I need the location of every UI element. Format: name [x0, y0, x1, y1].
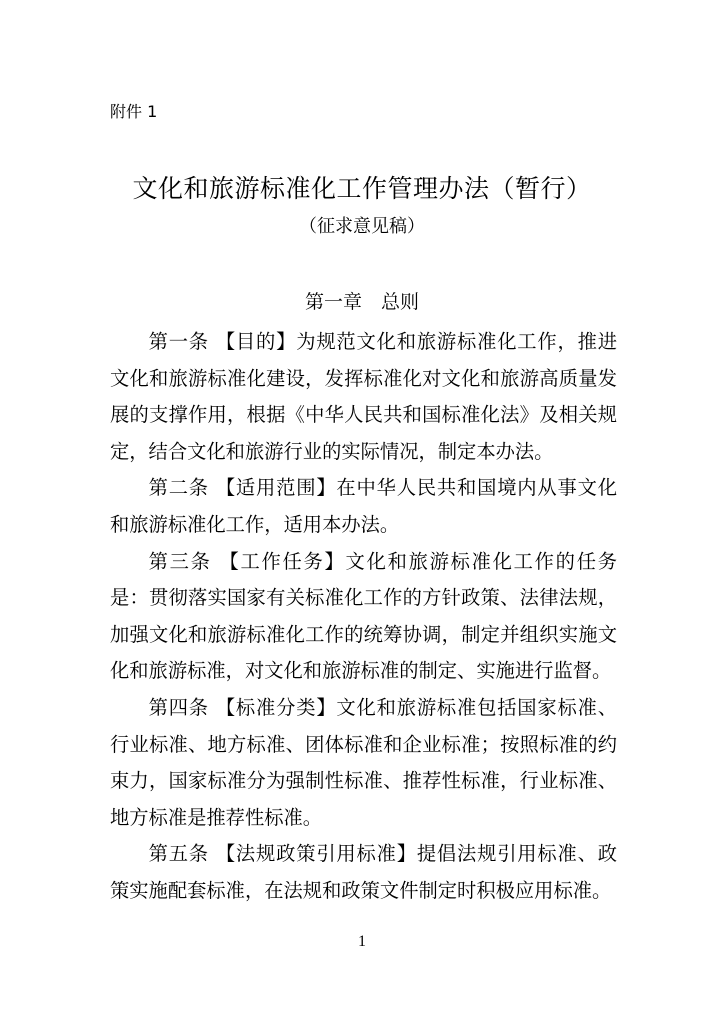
document-body	[110, 324, 617, 910]
attachment-label: 附件 1	[110, 102, 158, 121]
article-1: 第一条 【目的】为规范文化和旅游标准化工作，推进文化和旅游标准化建设，发挥标准化对文化和旅游高质量发展的支撑作用，根据《中华人民共和国标准化法》及相关规定，结合文化和旅游行业的实际情况，制定本办法。	[110, 330, 617, 463]
document-subtitle: （征求意见稿）	[299, 216, 425, 237]
chapter-heading: 第一章 总则	[304, 291, 419, 313]
article-3: 第三条 【工作任务】文化和旅游标准化工作的任务是：贯彻落实国家有关标准化工作的方针政策、法律法规，加强文化和旅游标准化工作的统筹协调，制定并组织实施文化和旅游标准，对文化和旅游标准的制定、实施进行监督。	[110, 549, 617, 683]
article-2: 第二条 【适用范围】在中华人民共和国境内从事文化和旅游标准化工作，适用本办法。	[110, 476, 617, 536]
document-title: 文化和旅游标准化工作管理办法（暂行）	[132, 174, 592, 203]
article-4: 第四条 【标准分类】文化和旅游标准包括国家标准、行业标准、地方标准、团体标准和企业标准；按照标准的约束力，国家标准分为强制性标准、推荐性标准，行业标准、地方标准是推荐性标准。	[110, 695, 617, 829]
article-5: 第五条 【法规政策引用标准】提倡法规引用标准、政策实施配套标准，在法规和政策文件制定时积极应用标准。	[110, 842, 617, 902]
page-number: 1	[358, 933, 366, 950]
